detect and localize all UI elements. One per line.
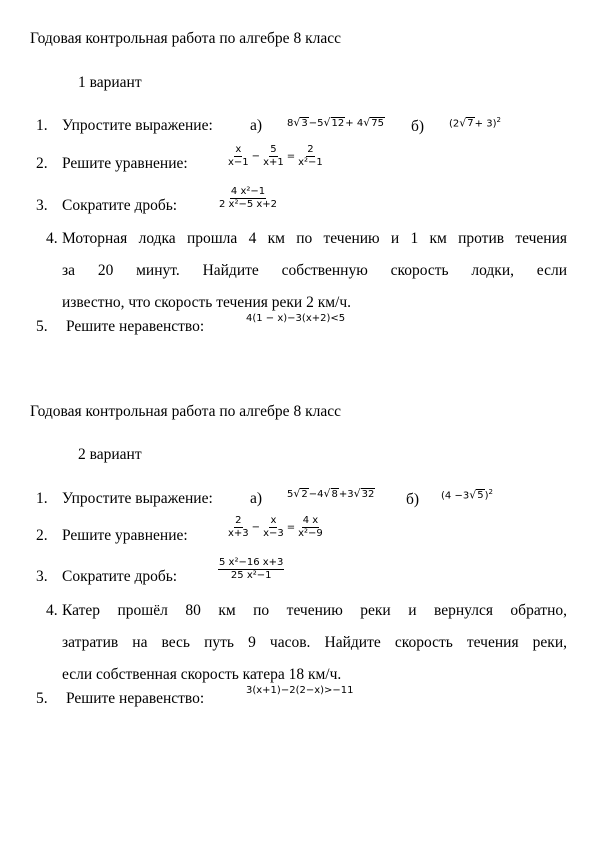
task-3-fraction: $\frac{\text{4 x²−1}}{\text{2 x²−5 x+2}}$	[219, 186, 278, 210]
task-1-expression-a-v2: 5√2−4√8+3√32	[287, 487, 375, 500]
task-1-part-a: а)	[250, 117, 263, 134]
task-4-line-1: Моторная лодка прошла 4 км по течению и 1 км против течения	[62, 230, 567, 247]
task-1-expression-b-v2: $(4 -3√5)^2$	[441, 488, 493, 502]
task-5-number: 5.	[36, 318, 48, 335]
task-4-number: 4.	[46, 230, 58, 247]
task-1-expression-a: 8√3−5√12+ 4√75	[287, 116, 384, 129]
task-5-inequality-v2: 3(x+1)−2(2−x)>−11	[246, 685, 354, 696]
page-title-2: Годовая контрольная работа по алгебре 8 класс	[30, 403, 341, 420]
task-3-fraction-v2: $\frac{\text{5 x²−16 x+3}}{\text{25 x²−1}}$	[219, 557, 284, 581]
task-3-text-v2: Сократите дробь:	[62, 568, 178, 585]
task-5-text-v2: Решите неравенство:	[66, 690, 205, 707]
task-4-line-3: известно, что скорость течения реки 2 км/ч.	[62, 294, 352, 311]
task-1-part-b: б)	[411, 118, 425, 135]
task-2-text-v2: Решите уравнение:	[62, 527, 188, 544]
task-1-number-v2: 1.	[36, 490, 48, 507]
variant-label-1: 1 вариант	[78, 74, 142, 91]
task-2-text: Решите уравнение:	[62, 155, 188, 172]
task-4-line-2: за 20 минут. Найдите собственную скорость лодки, если	[62, 262, 567, 279]
task-1-text: Упростите выражение:	[62, 117, 213, 134]
task-3-number: 3.	[36, 197, 48, 214]
task-1-part-a-v2: а)	[250, 490, 263, 507]
variant-label-2: 2 вариант	[78, 446, 142, 463]
task-4-line-1-v2: Катер прошёл 80 км по течению реки и вернулся обратно,	[62, 602, 567, 619]
task-1-expression-b: $(2√7+ 3)^2$	[449, 116, 501, 130]
task-4-number-v2: 4.	[46, 602, 58, 619]
task-4-line-2-v2: затратив на весь путь 9 часов. Найдите скорость течения реки,	[62, 634, 567, 651]
task-1-text-v2: Упростите выражение:	[62, 490, 213, 507]
task-2-number: 2.	[36, 155, 48, 172]
task-5-inequality: 4(1 − x)−3(x+2)<5	[246, 313, 346, 324]
task-1-part-b-v2: б)	[406, 491, 420, 508]
task-3-number-v2: 3.	[36, 568, 48, 585]
task-1-number: 1.	[36, 117, 48, 134]
task-5-text: Решите неравенство:	[66, 318, 205, 335]
task-2-equation: $\frac{x}{x-1}$ − $\frac{5}{x+1}$ = $\frac{2}{\text{x²−1}}$	[228, 144, 323, 168]
page-title-1: Годовая контрольная работа по алгебре 8 класс	[30, 30, 341, 47]
task-2-number-v2: 2.	[36, 527, 48, 544]
task-3-text: Сократите дробь:	[62, 197, 178, 214]
task-5-number-v2: 5.	[36, 690, 48, 707]
task-2-equation-v2: $\frac{2}{x+3}$ − $\frac{x}{x-3}$ = $\frac{4 x}{\text{x²−9}}$	[228, 515, 323, 539]
task-4-line-3-v2: если собственная скорость катера 18 км/ч.	[62, 666, 342, 683]
